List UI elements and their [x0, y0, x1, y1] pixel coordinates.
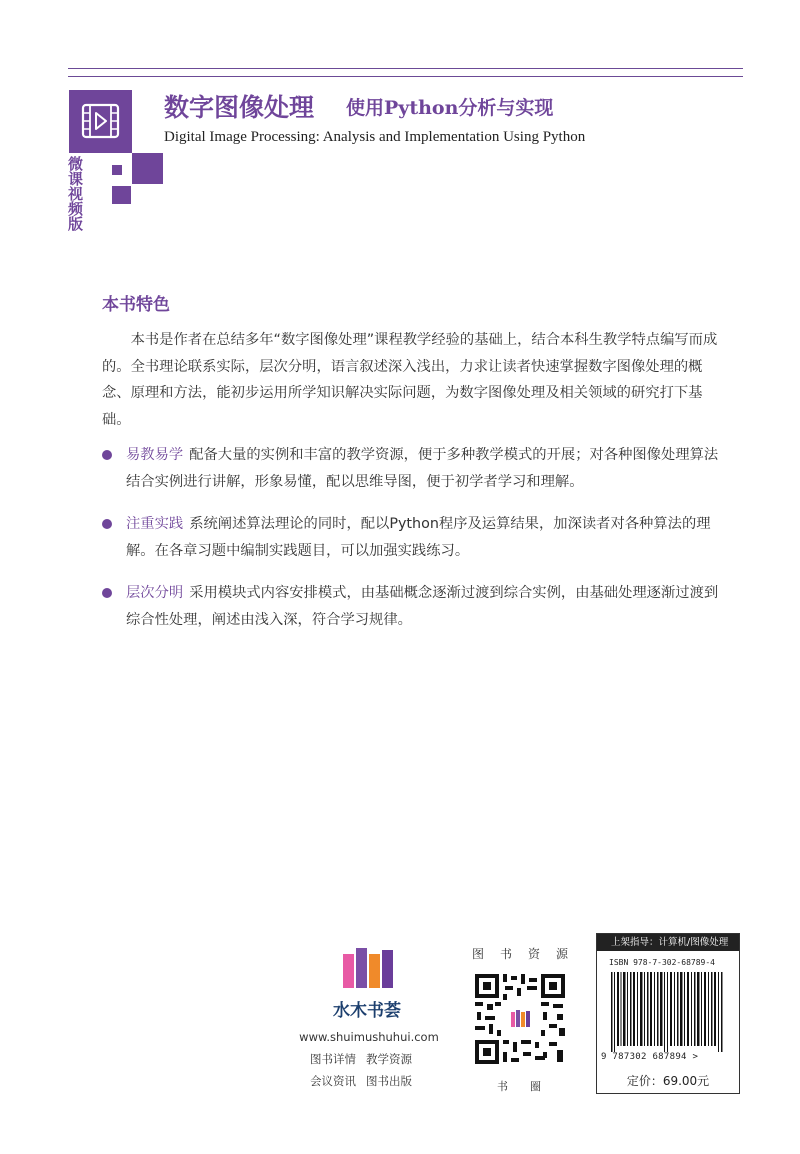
- vertical-edition-label: 微课视频版: [66, 156, 84, 231]
- decor-square: [132, 153, 163, 184]
- decor-square: [112, 165, 122, 175]
- publisher-website: www.shuimushuhui.com: [299, 1030, 439, 1044]
- feature-item: [102, 580, 728, 633]
- book-title-cn: 数字图像处理: [164, 93, 315, 122]
- feature-name: 注重实践: [126, 516, 184, 532]
- book-subtitle-cn: 使用Python分析与实现: [346, 97, 554, 119]
- barcode-icon: [609, 972, 727, 1052]
- resources-title: 图书资源: [472, 947, 568, 961]
- feature-name: 易教易学: [126, 447, 184, 463]
- top-rule-1: [68, 68, 743, 69]
- link-book-publishing: 图书出版: [366, 1074, 412, 1088]
- link-teaching-resources: 教学资源: [366, 1052, 412, 1066]
- feature-text: 系统阐述算法理论的同时，配以Python程序及运算结果，加深读者对各种算法的理解。在各章习题中编制实践题目，可以加强实践练习。: [126, 516, 711, 559]
- isbn-number: ISBN 978-7-302-68789-4: [609, 958, 715, 967]
- feature-item: [102, 511, 728, 564]
- features-heading: 本书特色: [102, 295, 170, 315]
- isbn-box: [596, 933, 740, 1094]
- video-play-icon: [69, 90, 132, 153]
- bullet-dot: [102, 519, 112, 529]
- feature-name: 层次分明: [126, 585, 184, 601]
- qr-code: [473, 972, 567, 1066]
- link-conference-news: 会议资讯: [310, 1074, 356, 1088]
- book-title-en: Digital Image Processing: Analysis and Implementation Using Python: [164, 129, 586, 145]
- features-intro: 本书是作者在总结多年“数字图像处理”课程教学经验的基础上，结合本科生教学特点编写而成的。全书理论联系实际，层次分明，语言叙述深入浅出，力求让读者快速掌握数字图像处理的概念、原理和方法，能初步运用所学知识解决实际问题，为数字图像处理及相关领域的研究打下基础。: [102, 332, 718, 428]
- qr-caption: 书圈: [497, 1080, 541, 1093]
- feature-item: [102, 442, 728, 495]
- book-logo-icon: [339, 948, 395, 990]
- publisher-logo: [339, 948, 395, 990]
- qr-code-icon: [473, 972, 567, 1066]
- publisher-logo-text: 水木书荟: [333, 1001, 401, 1021]
- barcode-digits: 9 787302 687894 >: [601, 1052, 699, 1062]
- bullet-dot: [102, 450, 112, 460]
- shelf-category: 上架指导：计算机/图像处理: [597, 934, 739, 951]
- top-rule-2: [68, 76, 743, 77]
- price: 定价：69.00元: [626, 1074, 710, 1088]
- publisher-links-row: [310, 1073, 422, 1089]
- bullet-dot: [102, 588, 112, 598]
- feature-text: 采用模块式内容安排模式，由基础概念逐渐过渡到综合实例，由基础处理逐渐过渡到综合性处理，阐述由浅入深，符合学习规律。: [126, 585, 719, 628]
- barcode: [609, 972, 727, 1058]
- publisher-links-row: [310, 1051, 422, 1067]
- link-book-details: 图书详情: [310, 1052, 356, 1066]
- feature-text: 配备大量的实例和丰富的教学资源，便于多种教学模式的开展；对各种图像处理算法结合实例进行讲解，形象易懂，配以思维导图，便于初学者学习和理解。: [126, 447, 719, 490]
- video-icon-box: [69, 90, 132, 153]
- decor-square: [112, 186, 131, 204]
